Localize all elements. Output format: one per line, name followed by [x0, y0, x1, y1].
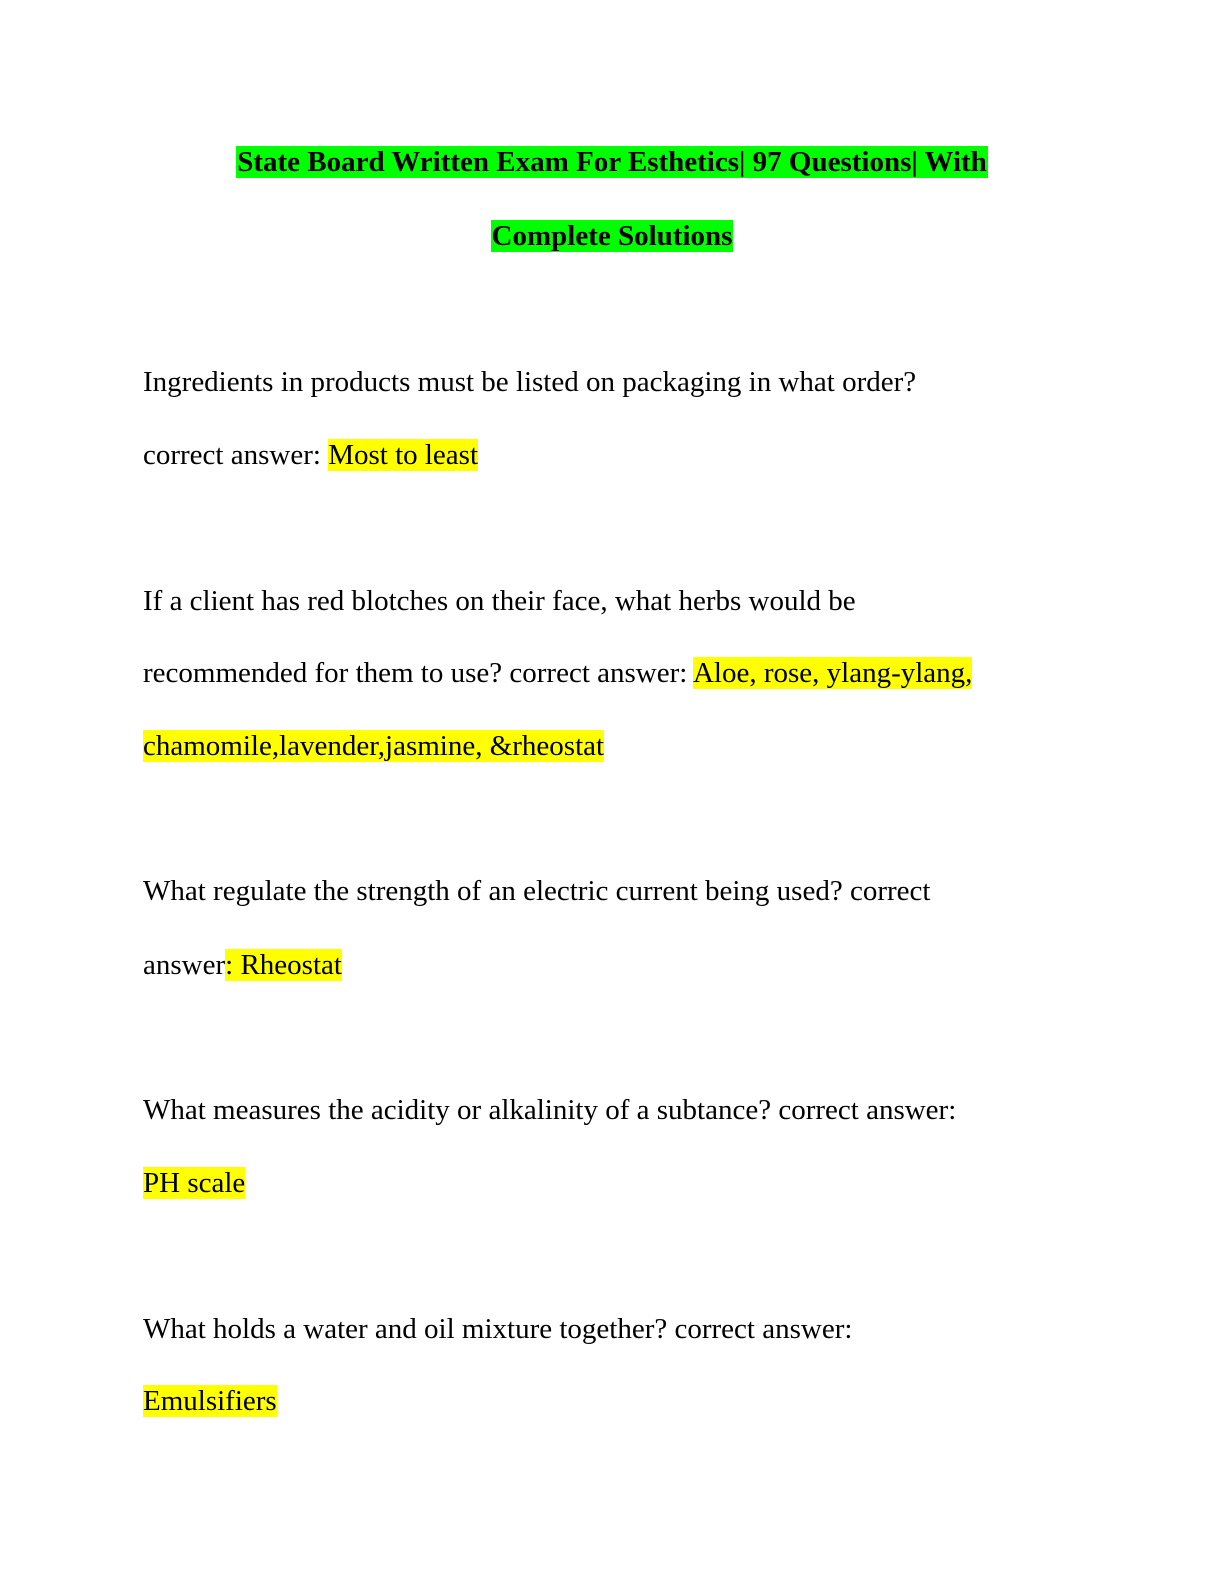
answer-prefix: correct answer:	[143, 439, 329, 471]
title-text-2: Complete Solutions	[491, 220, 733, 252]
answer-highlight: Emulsifiers	[143, 1385, 277, 1417]
answer-highlight: : Rheostat	[225, 949, 342, 981]
question-1-text	[143, 362, 916, 402]
question-2-line-1: If a client has red blotches on their face, what herbs would be	[143, 585, 856, 617]
question-5-answer-line	[143, 1381, 277, 1421]
question-3-line-1: What regulate the strength of an electric current being used? correct	[143, 875, 931, 907]
question-4-text	[143, 1090, 956, 1130]
question-3-answer-line	[143, 945, 342, 985]
question-4-answer-line	[143, 1163, 245, 1203]
question-2-line-2: recommended for them to use? correct answer:	[143, 657, 693, 689]
answer-highlight: Aloe, rose, ylang-ylang,	[692, 657, 973, 689]
question-3-text	[143, 871, 930, 911]
question-5-line-1: What holds a water and oil mixture together? correct answer:	[143, 1313, 853, 1345]
document-title-line-2	[0, 216, 1224, 256]
answer-highlight: PH scale	[143, 1167, 246, 1199]
answer-highlight: Most to least	[328, 439, 479, 471]
question-2-answer-line	[143, 653, 972, 693]
question-1-answer-line	[143, 435, 478, 475]
question-2-text	[143, 581, 856, 621]
document-title-line-1	[0, 142, 1224, 182]
question-4-line-1: What measures the acidity or alkalinity of a subtance? correct answer:	[143, 1094, 957, 1126]
question-1-line-1: Ingredients in products must be listed on packaging in what order?	[143, 366, 917, 398]
answer-prefix: answer	[143, 949, 226, 981]
answer-highlight: chamomile,lavender,jasmine, &rheostat	[143, 730, 605, 762]
question-5-text	[143, 1309, 852, 1349]
title-text-1: State Board Written Exam For Esthetics| 97 Questions| With	[237, 146, 987, 178]
question-2-answer-continuation	[143, 726, 604, 766]
